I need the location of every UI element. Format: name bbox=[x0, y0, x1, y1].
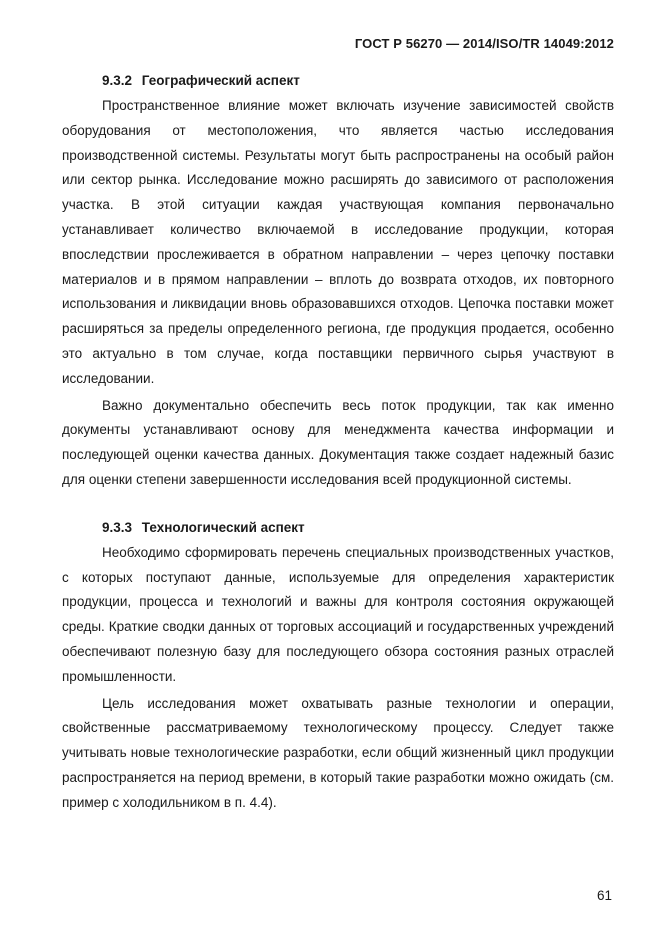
section-spacer bbox=[62, 493, 614, 517]
section-title: Технологический аспект bbox=[141, 519, 305, 535]
document-header: ГОСТ Р 56270 — 2014/ISO/TR 14049:2012 bbox=[354, 36, 614, 51]
page-content bbox=[62, 70, 614, 816]
section-title: Географический аспект bbox=[141, 73, 300, 88]
paragraph: Необходимо сформировать перечень специальных производственных участков, с которых поступают данные, используемые для определения характеристик продукции, процесса и технологий и важны для контроля состояния окружающей среды. Краткие сводки данных от торговых ассоциаций и государственных учреждений обеспечивают полезную базу для последующего обзора состояния разных отраслей промышленности. bbox=[62, 544, 614, 684]
paragraph: Важно документально обеспечить весь поток продукции, так как именно документы устанавливают основу для менеджмента качества информации и последующей оценки качества данных. Документация также создает надежный базис для оценки степени завершенности исследования всей продукционной системы. bbox=[62, 397, 614, 487]
section-number: 9.3.2 bbox=[102, 73, 133, 88]
section-heading-9-3-3 bbox=[102, 517, 614, 539]
paragraph: Цель исследования может охватывать разные технологии и операции, свойственные рассматриваемому технологическому процессу. Следует также учитывать новые технологические разработки, если общий жизненный цикл продукции распространяется на период времени, в который такие разработки можно ожидать (см. пример с холодильником в п. 4.4). bbox=[62, 695, 614, 810]
page-number: 61 bbox=[596, 888, 612, 903]
section-number: 9.3.3 bbox=[102, 519, 133, 535]
section-heading-9-3-2 bbox=[102, 70, 614, 92]
paragraph: Пространственное влияние может включать изучение зависимостей свойств оборудования от местоположения, что является частью исследования производственной системы. Результаты могут быть распространены на особый район или сектор рынка. Исследование можно расширять до зависимого от расположения участка. В этой ситуации каждая участвующая компания первоначально устанавливает количество включаемой в исследование продукции, которая впоследствии прослеживается в обратном направлении – через цепочку поставки материалов и в прямом направлении – вплоть до возврата отходов, их повторного использования и ликвидации вновь образовавшихся отходов. Цепочка поставки может расширяться за пределы определенного региона, где продукция продается, особенно это актуально в том случае, когда поставщики первичного сырья участвуют в исследовании. bbox=[62, 98, 614, 386]
